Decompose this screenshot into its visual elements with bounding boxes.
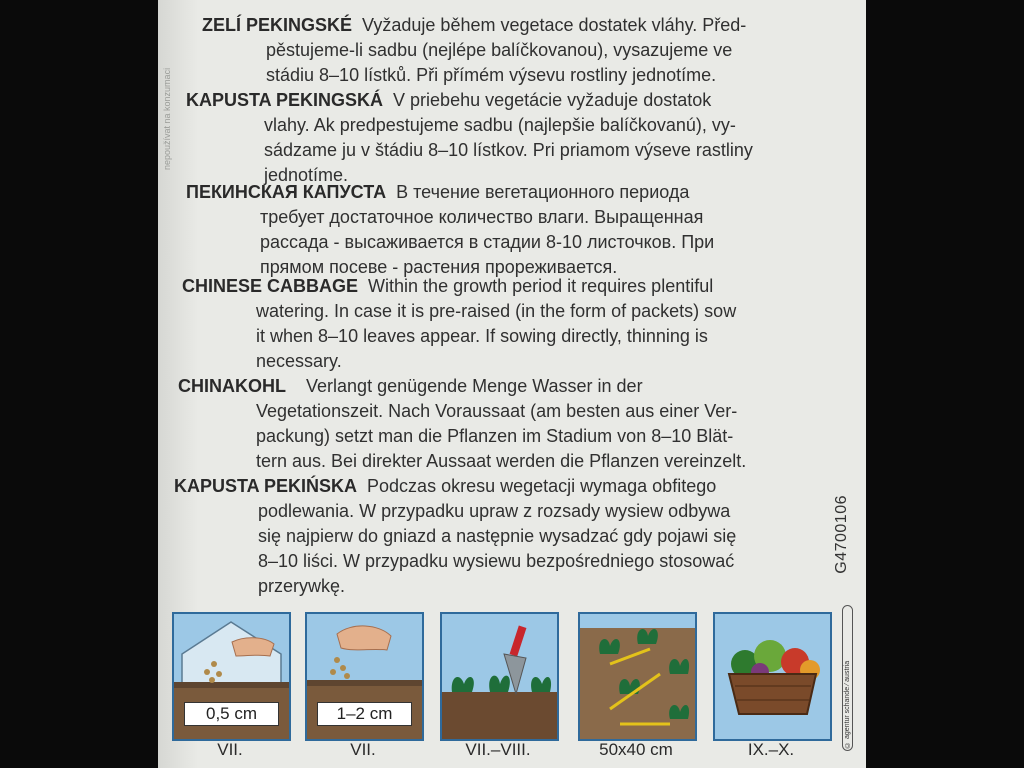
text-line: pěstujeme-li sadbu (nejlépe balíčkovanou), vysazujeme ve	[266, 40, 733, 60]
text-line: Vyžaduje během vegetace dostatek vláhy. Před-	[362, 15, 747, 35]
text-line: Verlangt genügende Menge Wasser in der	[306, 376, 643, 396]
side-vertical-text: nepoužívat na konzumaci	[162, 67, 172, 170]
section-russian	[186, 180, 826, 280]
text-line: tern aus. Bei direkter Aussaat werden die Pflanzen vereinzelt.	[256, 451, 747, 471]
sowing-greenhouse-icon	[172, 612, 291, 741]
text-line: рассада - высаживается в стадии 8-10 листочков. При	[260, 232, 715, 252]
text-line: Vegetationszeit. Nach Voraussaat (am besten aus einer Ver-	[256, 401, 738, 421]
section-polish	[174, 474, 824, 599]
trowel-seedlings-icon	[442, 614, 557, 739]
product-code: G4700106	[833, 495, 850, 574]
month-caption: VII.	[350, 740, 376, 759]
month-caption: VII.	[217, 740, 243, 759]
text-line: stádiu 8–10 lístků. Při přímém výsevu rostliny jednotíme.	[266, 65, 717, 85]
text-line: się najpierw do gniazd a następnie wysadzać gdy pojawi się	[258, 526, 737, 546]
section-heading: CHINAKOHL	[178, 376, 286, 396]
spacing-icon	[578, 612, 697, 741]
publisher-mark: © agentur schande ⁄ austria	[842, 605, 853, 751]
text-line: przerywkę.	[258, 576, 346, 596]
text-line: sádzame ju v štádiu 8–10 lístkov. Pri priamom výseve rastliny	[264, 140, 753, 160]
text-line: Podczas okresu wegetacji wymaga obfitego	[367, 476, 717, 496]
plant-spacing-icon	[580, 614, 695, 739]
month-caption: VII.–VIII.	[465, 740, 531, 759]
section-slovak	[186, 88, 826, 188]
text-line: V priebehu vegetácie vyžaduje dostatok	[393, 90, 712, 110]
planting-out-icon	[440, 612, 559, 741]
section-heading: ПЕКИНСКАЯ КАПУСТА	[186, 182, 387, 202]
harvest-icon	[713, 612, 832, 741]
depth-label: 0,5 cm	[184, 702, 279, 726]
text-line: 8–10 liści. W przypadku wysiewu bezpośredniego stosować	[258, 551, 735, 571]
section-heading: CHINESE CABBAGE	[182, 276, 359, 296]
text-line: В течение вегетационного периода	[396, 182, 690, 202]
section-english	[182, 274, 827, 374]
vegetable-basket-icon	[715, 614, 830, 739]
text-line: vlahy. Ak predpestujeme sadbu (najlepšie balíčkovanú), vy-	[264, 115, 736, 135]
section-german	[178, 374, 828, 474]
text-line: jednotíme.	[264, 165, 349, 185]
direct-sowing-icon	[305, 612, 424, 741]
depth-label: 1–2 cm	[317, 702, 412, 726]
section-heading: KAPUSTA PEKINGSKÁ	[186, 90, 384, 110]
text-line: прямом посеве - растения прореживается.	[260, 257, 618, 277]
section-heading: KAPUSTA PEKIŃSKA	[174, 476, 358, 496]
seed-packet-back	[158, 0, 866, 768]
text-line: necessary.	[256, 351, 342, 371]
month-caption: IX.–X.	[747, 740, 795, 759]
text-line: watering. In case it is pre-raised (in the form of packets) sow	[256, 301, 737, 321]
text-line: podlewania. W przypadku upraw z rozsady wysiew odbywa	[258, 501, 731, 521]
text-line: packung) setzt man die Pflanzen im Stadium von 8–10 Blät-	[256, 426, 734, 446]
spacing-caption: 50x40 cm	[599, 740, 673, 759]
section-czech	[202, 13, 822, 88]
text-line: it when 8–10 leaves appear. If sowing directly, thinning is	[256, 326, 708, 346]
text-line: Within the growth period it requires plentiful	[368, 276, 714, 296]
text-line: требует достаточное количество влаги. Выращенная	[260, 207, 704, 227]
section-heading: ZELÍ PEKINGSKÉ	[202, 15, 353, 35]
